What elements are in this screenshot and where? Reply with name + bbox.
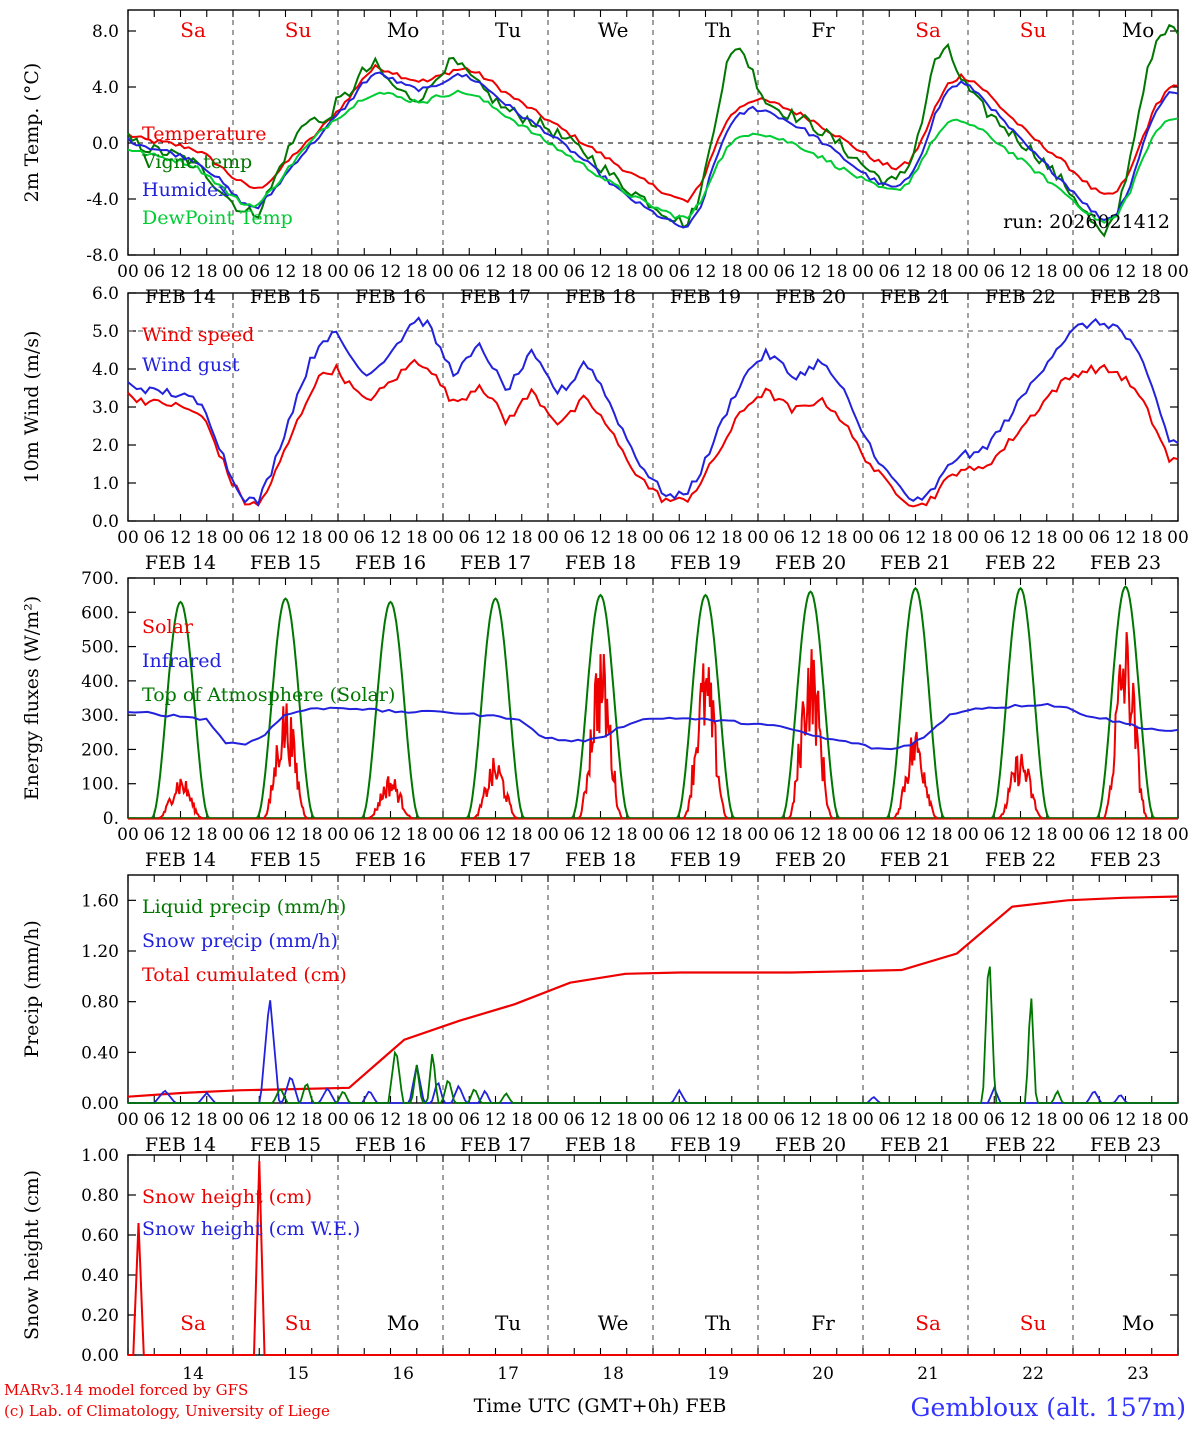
hour-tick-label: 06: [458, 1110, 481, 1130]
dow-label-bottom: Sa: [180, 1311, 206, 1335]
hour-tick-label: 00: [537, 1110, 559, 1130]
y-tick-label: 2.0: [91, 436, 119, 456]
date-label: FEB 14: [144, 286, 217, 308]
hour-tick-label: 18: [720, 262, 743, 282]
hour-tick-label: 12: [379, 528, 402, 548]
date-label: FEB 17: [459, 849, 532, 871]
hour-tick-label: 12: [589, 262, 612, 282]
dow-label-top: Sa: [915, 18, 941, 42]
dow-label-top: Sa: [180, 18, 206, 42]
y-tick-label: 0.20: [81, 1306, 119, 1326]
hour-tick-label: 18: [1035, 262, 1058, 282]
hour-tick-label: 00: [957, 262, 979, 282]
hour-tick-label: 06: [563, 528, 586, 548]
date-label: FEB 15: [249, 1134, 322, 1156]
hour-tick-label: 18: [930, 528, 953, 548]
y-tick-label: 600.: [81, 603, 119, 624]
yaxis-label: 10m Wind (m/s): [21, 330, 43, 484]
date-label: FEB 22: [984, 552, 1057, 574]
yaxis-label: Precip (mm/h): [21, 920, 43, 1058]
date-label: FEB 23: [1089, 849, 1162, 871]
hour-tick-label: 12: [589, 528, 612, 548]
hour-tick-label: 00: [117, 528, 139, 548]
hour-tick-label: 18: [1140, 528, 1163, 548]
date-label: FEB 23: [1089, 552, 1162, 574]
date-label: FEB 14: [144, 552, 217, 574]
hour-tick-label: 18: [1140, 1110, 1163, 1130]
hour-tick-label: 06: [983, 262, 1006, 282]
hour-tick-label: 12: [799, 825, 822, 845]
hour-tick-label: 18: [1035, 1110, 1058, 1130]
date-label: FEB 20: [774, 286, 847, 308]
hour-tick-label: 06: [353, 528, 376, 548]
hour-tick-label: 00: [642, 262, 664, 282]
hour-tick-label: 18: [930, 825, 953, 845]
hour-tick-label: 00: [642, 1110, 664, 1130]
y-tick-label: 0.0: [91, 134, 119, 154]
hour-tick-label: 00: [1062, 262, 1084, 282]
hour-tick-label: 06: [1088, 825, 1111, 845]
yaxis-label: Snow height (cm): [21, 1169, 43, 1341]
hour-tick-label: 12: [1114, 262, 1137, 282]
hour-tick-label: 00: [222, 262, 244, 282]
hour-tick-label: 12: [169, 262, 192, 282]
hour-tick-label: 18: [300, 262, 323, 282]
bottom-date-label: 19: [707, 1364, 729, 1384]
hour-tick-label: 12: [484, 1110, 507, 1130]
y-tick-label: -8.0: [86, 246, 119, 266]
hour-tick-label: 06: [773, 825, 796, 845]
y-tick-label: 5.0: [91, 322, 119, 342]
hour-tick-label: 12: [1009, 825, 1032, 845]
date-label: FEB 15: [249, 552, 322, 574]
date-label: FEB 22: [984, 286, 1057, 308]
date-label: FEB 16: [354, 552, 427, 574]
date-label: FEB 20: [774, 552, 847, 574]
y-tick-label: 0.60: [81, 1226, 119, 1246]
hour-tick-label: 06: [1088, 262, 1111, 282]
legend-solar: Solar: [142, 616, 193, 638]
hour-tick-label: 12: [694, 825, 717, 845]
date-label: FEB 16: [354, 849, 427, 871]
legend-snow-height-cm-w-e-: Snow height (cm W.E.): [142, 1218, 361, 1240]
hour-tick-label: 06: [878, 262, 901, 282]
hour-tick-label: 18: [1035, 528, 1058, 548]
dow-label-top: We: [597, 18, 629, 42]
hour-tick-label: 06: [668, 1110, 691, 1130]
date-label: FEB 22: [984, 1134, 1057, 1156]
hour-tick-label: 18: [825, 262, 848, 282]
legend-snow-precip-mm-h-: Snow precip (mm/h): [142, 930, 338, 952]
hour-tick-label: 00: [642, 825, 664, 845]
hour-tick-label: 12: [379, 825, 402, 845]
hour-tick-label: 06: [773, 528, 796, 548]
footer-model-line2: (c) Lab. of Climatology, University of Liege: [4, 1402, 330, 1420]
hour-tick-label: 06: [668, 262, 691, 282]
hour-tick-label: 00: [852, 528, 874, 548]
dow-label-bottom: Mo: [386, 1311, 420, 1335]
y-tick-label: 1.60: [81, 891, 119, 912]
hour-tick-label: 00: [537, 262, 559, 282]
legend-dewpoint-temp: DewPoint Temp: [142, 207, 293, 229]
hour-tick-label: 00: [432, 528, 454, 548]
dow-label-bottom: Sa: [915, 1311, 941, 1335]
bottom-date-label: 23: [1127, 1364, 1149, 1384]
date-label: FEB 18: [564, 286, 637, 308]
hour-tick-label: 18: [195, 262, 218, 282]
hour-tick-label: 06: [878, 825, 901, 845]
hour-tick-label: 12: [1009, 528, 1032, 548]
hour-tick-label: 18: [720, 528, 743, 548]
date-label: FEB 19: [669, 849, 742, 871]
hour-tick-label: 06: [983, 825, 1006, 845]
bottom-date-label: 20: [812, 1364, 834, 1384]
hour-tick-label: 06: [248, 1110, 271, 1130]
hour-tick-label: 12: [1009, 262, 1032, 282]
legend-total-cumulated-cm-: Total cumulated (cm): [142, 964, 347, 986]
hour-tick-label: 06: [563, 262, 586, 282]
hour-tick-label: 00: [852, 825, 874, 845]
hour-tick-label: 00: [327, 528, 349, 548]
date-label: FEB 21: [879, 849, 952, 871]
hour-tick-label: 18: [300, 825, 323, 845]
hour-tick-label: 06: [143, 262, 166, 282]
hour-tick-label: 18: [510, 1110, 533, 1130]
hour-tick-label: 12: [799, 528, 822, 548]
date-label: FEB 23: [1089, 286, 1162, 308]
hour-tick-label: 18: [1035, 825, 1058, 845]
y-tick-label: 200.: [81, 740, 119, 761]
date-label: FEB 21: [879, 286, 952, 308]
hour-tick-label: 12: [379, 1110, 402, 1130]
hour-tick-label: 06: [353, 825, 376, 845]
hour-tick-label: 12: [169, 528, 192, 548]
hour-tick-label: 06: [143, 528, 166, 548]
hour-tick-label: 00: [1062, 825, 1084, 845]
hour-tick-label: 00: [537, 825, 559, 845]
hour-tick-label: 18: [510, 825, 533, 845]
hour-tick-label: 00: [747, 1110, 769, 1130]
y-tick-label: 0.00: [81, 1346, 119, 1366]
hour-tick-label: 00: [117, 1110, 139, 1130]
y-tick-label: 0.40: [81, 1266, 119, 1286]
date-label: FEB 18: [564, 1134, 637, 1156]
hour-tick-label: 18: [1140, 825, 1163, 845]
hour-tick-label: 18: [405, 262, 428, 282]
hour-tick-label: 00: [117, 825, 139, 845]
hour-tick-label: 00: [747, 528, 769, 548]
hour-tick-label: 06: [458, 262, 481, 282]
hour-tick-label: 06: [353, 1110, 376, 1130]
hour-tick-label: 06: [773, 262, 796, 282]
date-label: FEB 14: [144, 849, 217, 871]
hour-tick-label: 18: [195, 825, 218, 845]
dow-label-bottom: Tu: [494, 1311, 522, 1335]
xaxis-title: Time UTC (GMT+0h) FEB: [473, 1395, 727, 1417]
hour-tick-label: 00: [222, 825, 244, 845]
dow-label-top: Fr: [811, 18, 835, 42]
y-tick-label: 0.00: [81, 1094, 119, 1114]
date-label: FEB 18: [564, 552, 637, 574]
y-tick-label: 0.: [102, 809, 119, 829]
hour-tick-label: 06: [143, 1110, 166, 1130]
date-label: FEB 20: [774, 1134, 847, 1156]
hour-tick-label: 00: [747, 262, 769, 282]
legend-infrared: Infrared: [142, 650, 222, 672]
hour-tick-label: 12: [274, 528, 297, 548]
y-tick-label: 700.: [81, 569, 119, 589]
hour-tick-label: 00: [432, 1110, 454, 1130]
hour-tick-label: 12: [799, 1110, 822, 1130]
dow-label-bottom: Su: [284, 1311, 312, 1335]
hour-tick-label: 12: [169, 825, 192, 845]
hour-tick-label: 12: [169, 1110, 192, 1130]
hour-tick-label: 12: [904, 825, 927, 845]
hour-tick-label: 12: [694, 528, 717, 548]
hour-tick-label: 18: [405, 528, 428, 548]
hour-tick-label: 18: [615, 262, 638, 282]
hour-tick-label: 18: [825, 528, 848, 548]
hour-tick-label: 12: [589, 1110, 612, 1130]
hour-tick-label: 00: [1167, 262, 1189, 282]
hour-tick-label: 06: [983, 528, 1006, 548]
hour-tick-label: 18: [930, 262, 953, 282]
date-label: FEB 17: [459, 1134, 532, 1156]
hour-tick-label: 00: [957, 528, 979, 548]
hour-tick-label: 00: [117, 262, 139, 282]
yaxis-label: Energy fluxes (W/m²): [21, 595, 43, 801]
date-label: FEB 23: [1089, 1134, 1162, 1156]
hour-tick-label: 06: [1088, 528, 1111, 548]
y-tick-label: 1.20: [81, 942, 119, 962]
date-label: FEB 19: [669, 286, 742, 308]
hour-tick-label: 06: [878, 1110, 901, 1130]
dow-label-bottom: Su: [1019, 1311, 1047, 1335]
hour-tick-label: 12: [274, 1110, 297, 1130]
hour-tick-label: 00: [1167, 1110, 1189, 1130]
hour-tick-label: 12: [1114, 1110, 1137, 1130]
hour-tick-label: 06: [668, 825, 691, 845]
hour-tick-label: 18: [720, 825, 743, 845]
hour-tick-label: 18: [930, 1110, 953, 1130]
hour-tick-label: 00: [222, 528, 244, 548]
bottom-date-label: 18: [602, 1364, 624, 1384]
date-label: FEB 16: [354, 286, 427, 308]
hour-tick-label: 12: [694, 1110, 717, 1130]
y-tick-label: 0.80: [81, 992, 119, 1013]
hour-tick-label: 00: [327, 825, 349, 845]
hour-tick-label: 00: [1062, 1110, 1084, 1130]
hour-tick-label: 00: [327, 1110, 349, 1130]
legend-top-of-atmosphere-solar-: Top of Atmosphere (Solar): [142, 684, 396, 706]
dow-label-bottom: Fr: [811, 1311, 835, 1335]
hour-tick-label: 06: [983, 1110, 1006, 1130]
hour-tick-label: 00: [432, 262, 454, 282]
hour-tick-label: 18: [195, 1110, 218, 1130]
bottom-date-label: 15: [287, 1364, 309, 1384]
hour-tick-label: 00: [1167, 528, 1189, 548]
dow-label-top: Mo: [1121, 18, 1155, 42]
hour-tick-label: 12: [484, 262, 507, 282]
date-label: FEB 19: [669, 552, 742, 574]
y-tick-label: 4.0: [91, 78, 119, 98]
date-label: FEB 21: [879, 1134, 952, 1156]
hour-tick-label: 06: [353, 262, 376, 282]
hour-tick-label: 00: [957, 1110, 979, 1130]
hour-tick-label: 06: [563, 1110, 586, 1130]
y-tick-label: 300.: [81, 706, 119, 727]
hour-tick-label: 12: [799, 262, 822, 282]
hour-tick-label: 18: [615, 825, 638, 845]
legend-vigne-temp: Vigne temp: [142, 151, 253, 173]
legend-snow-height-cm-: Snow height (cm): [142, 1186, 313, 1208]
bottom-date-label: 16: [392, 1364, 414, 1384]
hour-tick-label: 00: [432, 825, 454, 845]
hour-tick-label: 18: [300, 528, 323, 548]
y-tick-label: 0.80: [81, 1186, 119, 1206]
hour-tick-label: 06: [143, 825, 166, 845]
dow-label-top: Su: [1019, 18, 1047, 42]
bottom-date-label: 21: [917, 1364, 939, 1384]
y-tick-label: 0.40: [81, 1043, 119, 1064]
yaxis-label: 2m Temp. (°C): [21, 62, 43, 203]
dow-label-bottom: We: [597, 1311, 629, 1335]
date-label: FEB 20: [774, 849, 847, 871]
hour-tick-label: 06: [668, 528, 691, 548]
hour-tick-label: 12: [1009, 1110, 1032, 1130]
date-label: FEB 15: [249, 849, 322, 871]
hour-tick-label: 06: [458, 825, 481, 845]
hour-tick-label: 18: [405, 1110, 428, 1130]
run-label: run: 2026021412: [1003, 211, 1170, 233]
legend-liquid-precip-mm-h-: Liquid precip (mm/h): [142, 896, 347, 918]
hour-tick-label: 12: [904, 262, 927, 282]
hour-tick-label: 18: [1140, 262, 1163, 282]
hour-tick-label: 06: [1088, 1110, 1111, 1130]
hour-tick-label: 00: [327, 262, 349, 282]
date-label: FEB 22: [984, 849, 1057, 871]
hour-tick-label: 06: [563, 825, 586, 845]
hour-tick-label: 12: [274, 262, 297, 282]
hour-tick-label: 12: [484, 825, 507, 845]
hour-tick-label: 00: [852, 1110, 874, 1130]
station-title: Gembloux (alt. 157m): [910, 1393, 1186, 1422]
hour-tick-label: 06: [248, 262, 271, 282]
y-tick-label: 4.0: [91, 360, 119, 380]
hour-tick-label: 00: [1062, 528, 1084, 548]
hour-tick-label: 12: [379, 262, 402, 282]
date-label: FEB 15: [249, 286, 322, 308]
dow-label-top: Th: [704, 18, 732, 42]
hour-tick-label: 06: [248, 825, 271, 845]
hour-tick-label: 06: [458, 528, 481, 548]
y-tick-label: 8.0: [91, 22, 119, 42]
hour-tick-label: 00: [747, 825, 769, 845]
hour-tick-label: 18: [195, 528, 218, 548]
hour-tick-label: 12: [1114, 528, 1137, 548]
dow-label-top: Su: [284, 18, 312, 42]
hour-tick-label: 18: [510, 528, 533, 548]
dow-label-top: Mo: [386, 18, 420, 42]
hour-tick-label: 00: [1167, 825, 1189, 845]
hour-tick-label: 00: [852, 262, 874, 282]
bottom-date-label: 22: [1022, 1364, 1044, 1384]
dow-label-bottom: Th: [704, 1311, 732, 1335]
hour-tick-label: 18: [615, 1110, 638, 1130]
hour-tick-label: 18: [300, 1110, 323, 1130]
hour-tick-label: 06: [878, 528, 901, 548]
date-label: FEB 16: [354, 1134, 427, 1156]
y-tick-label: 100.: [81, 774, 119, 795]
y-tick-label: 0.0: [91, 512, 119, 532]
hour-tick-label: 12: [484, 528, 507, 548]
hour-tick-label: 18: [510, 262, 533, 282]
bottom-date-label: 17: [497, 1364, 519, 1384]
dow-label-top: Tu: [494, 18, 522, 42]
hour-tick-label: 12: [904, 1110, 927, 1130]
hour-tick-label: 00: [957, 825, 979, 845]
y-tick-label: 3.0: [91, 398, 119, 418]
hour-tick-label: 12: [274, 825, 297, 845]
y-tick-label: -4.0: [86, 190, 119, 210]
dow-label-bottom: Mo: [1121, 1311, 1155, 1335]
hour-tick-label: 00: [642, 528, 664, 548]
date-label: FEB 21: [879, 552, 952, 574]
hour-tick-label: 06: [773, 1110, 796, 1130]
legend-wind-speed: Wind speed: [142, 324, 255, 346]
hour-tick-label: 18: [825, 1110, 848, 1130]
legend-humidex: Humidex: [142, 179, 230, 201]
hour-tick-label: 12: [589, 825, 612, 845]
hour-tick-label: 00: [537, 528, 559, 548]
legend-temperature: Temperature: [142, 123, 267, 145]
hour-tick-label: 18: [720, 1110, 743, 1130]
y-tick-label: 500.: [81, 637, 119, 658]
legend-wind-gust: Wind gust: [142, 354, 240, 376]
date-label: FEB 19: [669, 1134, 742, 1156]
date-label: FEB 18: [564, 849, 637, 871]
y-tick-label: 400.: [81, 671, 119, 692]
hour-tick-label: 18: [405, 825, 428, 845]
hour-tick-label: 12: [904, 528, 927, 548]
date-label: FEB 17: [459, 552, 532, 574]
hour-tick-label: 12: [1114, 825, 1137, 845]
y-tick-label: 1.0: [91, 474, 119, 494]
date-label: FEB 17: [459, 286, 532, 308]
hour-tick-label: 12: [694, 262, 717, 282]
y-tick-label: 1.00: [81, 1146, 119, 1166]
hour-tick-label: 06: [248, 528, 271, 548]
hour-tick-label: 00: [222, 1110, 244, 1130]
hour-tick-label: 18: [825, 825, 848, 845]
date-label: FEB 14: [144, 1134, 217, 1156]
footer-model-line1: MARv3.14 model forced by GFS: [4, 1381, 249, 1399]
hour-tick-label: 18: [615, 528, 638, 548]
bottom-date-label: 14: [182, 1364, 204, 1384]
y-tick-label: 6.0: [91, 284, 119, 304]
